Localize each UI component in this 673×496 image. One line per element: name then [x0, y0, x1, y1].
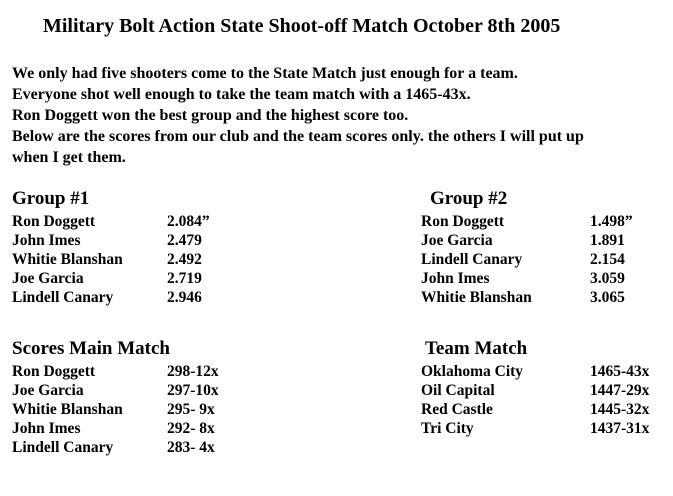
table-row: [421, 362, 649, 381]
group-size-value: 3.065: [590, 289, 625, 306]
section-heading-group2: Group #2: [430, 188, 508, 209]
section-heading-team-match: Team Match: [425, 338, 528, 359]
table-row: [12, 400, 219, 419]
table-row: [421, 269, 633, 288]
table-row: [421, 288, 633, 307]
table-row: [12, 212, 210, 231]
group-size-value: 2.084”: [167, 213, 210, 230]
table-row: [421, 419, 649, 438]
group-size-value: 2.479: [167, 232, 202, 249]
table-row: [12, 288, 210, 307]
shooter-name: Joe Garcia: [12, 270, 84, 287]
section-heading-group1: Group #1: [12, 188, 90, 209]
table-row: [12, 362, 219, 381]
group-size-value: 2.154: [590, 251, 625, 268]
table-row: [12, 381, 219, 400]
table-row: [421, 381, 649, 400]
shooter-name: Whitie Blanshan: [12, 251, 123, 268]
score-value: 298-12x: [167, 363, 219, 380]
shooter-name: Ron Doggett: [12, 213, 96, 230]
team-score-value: 1437-31x: [590, 420, 650, 437]
team-name: Tri City: [421, 420, 474, 437]
intro-line: Ron Doggett won the best group and the highest score too.: [12, 107, 409, 124]
shooter-name: Lindell Canary: [421, 251, 523, 268]
team-name: Oklahoma City: [421, 363, 524, 380]
table-row: [12, 231, 210, 250]
table-row: [12, 419, 219, 438]
shooter-name: Whitie Blanshan: [421, 289, 532, 306]
group-size-value: 3.059: [590, 270, 625, 287]
table-row: [421, 400, 649, 419]
section-group2: [421, 187, 633, 307]
shooter-name: John Imes: [12, 420, 81, 437]
score-value: 283- 4x: [167, 439, 215, 456]
score-value: 292- 8x: [167, 420, 215, 437]
shooter-name: Joe Garcia: [421, 232, 493, 249]
table-row: [421, 212, 633, 231]
group-size-value: 2.492: [167, 251, 202, 268]
table-row: [12, 250, 210, 269]
shooter-name: Lindell Canary: [12, 289, 114, 306]
section-group1: [12, 187, 210, 307]
group-size-value: 2.719: [167, 270, 202, 287]
shooter-name: Whitie Blanshan: [12, 401, 123, 418]
intro-line: Below are the scores from our club and the team scores only. the others I will put up: [12, 128, 584, 145]
shooter-name: John Imes: [12, 232, 81, 249]
section-scores-main-match: [12, 337, 219, 457]
intro-line: Everyone shot well enough to take the team match with a 1465-43x.: [12, 86, 471, 103]
shooter-name: John Imes: [421, 270, 490, 287]
group-size-value: 1.891: [590, 232, 625, 249]
score-value: 295- 9x: [167, 401, 215, 418]
page-title: Military Bolt Action State Shoot-off Match October 8th 2005: [43, 15, 561, 37]
table-row: [421, 250, 633, 269]
team-score-value: 1445-32x: [590, 401, 650, 418]
intro-paragraph: [12, 63, 667, 168]
intro-line: We only had five shooters come to the State Match just enough for a team.: [12, 65, 518, 82]
shooter-name: Joe Garcia: [12, 382, 84, 399]
team-score-value: 1447-29x: [590, 382, 650, 399]
shooter-name: Lindell Canary: [12, 439, 114, 456]
score-value: 297-10x: [167, 382, 219, 399]
group-size-value: 2.946: [167, 289, 202, 306]
table-row: [12, 438, 219, 457]
group-size-value: 1.498”: [590, 213, 633, 230]
table-row: [421, 231, 633, 250]
shooter-name: Ron Doggett: [421, 213, 505, 230]
section-heading-scores-main-match: Scores Main Match: [12, 338, 170, 359]
team-name: Oil Capital: [421, 382, 495, 399]
table-row: [12, 269, 210, 288]
team-score-value: 1465-43x: [590, 363, 650, 380]
shooter-name: Ron Doggett: [12, 363, 96, 380]
intro-line: when I get them.: [12, 149, 126, 166]
team-name: Red Castle: [421, 401, 493, 418]
section-team-match: [421, 337, 649, 438]
